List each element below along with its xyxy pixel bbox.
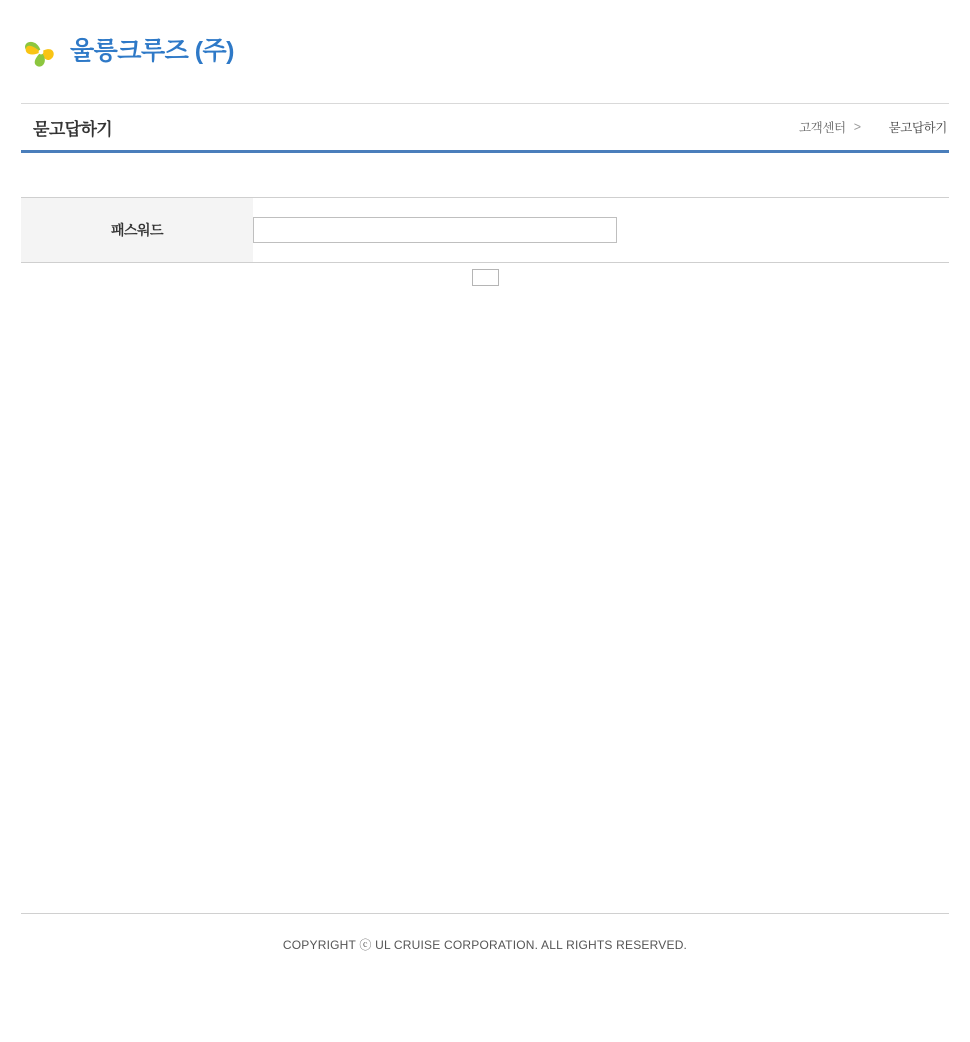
main-content — [21, 153, 949, 286]
pinwheel-flower-logo-icon — [21, 32, 61, 72]
breadcrumb-item-current: 묻고답하기 — [888, 121, 947, 135]
site-logo-link[interactable] — [21, 32, 234, 72]
form-button-row — [21, 269, 949, 286]
site-footer — [21, 913, 949, 953]
password-label: 패스워드 — [21, 198, 253, 263]
site-name-main: 울릉크루즈 — [70, 37, 189, 65]
copyright-text: COPYRIGHT ⓒ UL CRUISE CORPORATION. ALL RIGHTS RESERVED. — [282, 938, 688, 952]
breadcrumb-item-customer-center[interactable]: 고객센터 — [799, 121, 846, 135]
breadcrumb-separator-icon: > — [853, 120, 861, 134]
site-header — [0, 0, 970, 103]
content-top-spacer — [21, 153, 949, 197]
submit-button[interactable] — [472, 269, 499, 286]
password-input[interactable] — [253, 217, 617, 243]
password-field-cell — [253, 198, 949, 263]
site-logo-text — [70, 39, 234, 64]
site-name-suffix: (주) — [188, 37, 235, 65]
table-row — [21, 198, 949, 263]
page-title: 묻고답하기 — [33, 119, 113, 139]
page-titlebar — [21, 103, 949, 153]
breadcrumb — [799, 118, 949, 136]
password-form-table — [21, 197, 949, 263]
